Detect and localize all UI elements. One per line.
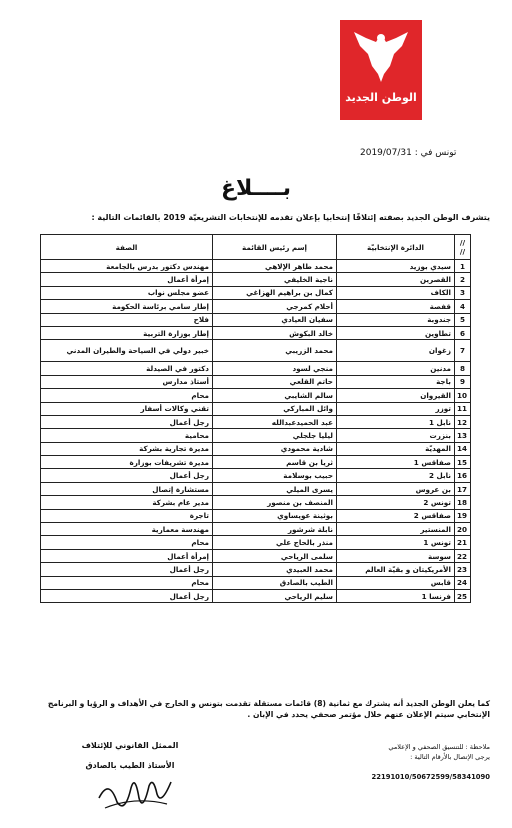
table-row [41, 273, 471, 286]
cell-number: 15 [455, 456, 471, 469]
cell-district: سيدي بوزيد [337, 260, 455, 273]
cell-role: خبير دولي في السياحة والطيران المدني [41, 340, 213, 362]
table-row [41, 456, 471, 469]
handwritten-signature [95, 768, 175, 816]
table-row [41, 549, 471, 562]
cell-district: تونس 2 [337, 496, 455, 509]
cell-number: 10 [455, 389, 471, 402]
cell-role: تاجرة [41, 509, 213, 522]
table-row [41, 589, 471, 602]
cell-district: بن عروس [337, 482, 455, 495]
cell-list-head: ثريا بن قاسم [213, 456, 337, 469]
intro-paragraph: يتشرف الوطن الجديد بصفته إئتلافًا إنتخابيا بإعلان تقدمه للإنتخابات التشريعيّة 2019 بالقائمات التالية : [91, 213, 490, 222]
cell-list-head: منجي لسود [213, 362, 337, 375]
cell-role: رجل أعمال [41, 589, 213, 602]
table-row [41, 523, 471, 536]
cell-list-head: ليليا جلجلي [213, 429, 337, 442]
footer-announcement: كما يعلن الوطن الجديد أنه يشترك مع ثمانية (8) قائمات مستقلة تقدمت بتونس و الخارج في الأهداف و الرؤيا و البرنامج الإنتخابي سيتم الإعلان عنهم خلال مؤتمر صحفي يحدد في الإبان . [47, 699, 490, 719]
cell-list-head: المنصف بن منصور [213, 496, 337, 509]
cell-number: 7 [455, 340, 471, 362]
cell-number: 21 [455, 536, 471, 549]
cell-list-head: الطيب بالصادق [213, 576, 337, 589]
cell-district: بنزرت [337, 429, 455, 442]
press-contact-note [330, 742, 490, 762]
table-row [41, 496, 471, 509]
cell-number: 16 [455, 469, 471, 482]
cell-list-head: نابلة شرشور [213, 523, 337, 536]
cell-role: إطار سامي برئاسة الحكومة [41, 300, 213, 313]
table-header-row [41, 235, 471, 260]
cell-list-head: حاتم القلعي [213, 375, 337, 388]
cell-list-head: يسرى الميلي [213, 482, 337, 495]
cell-list-head: منذر بالحاج علي [213, 536, 337, 549]
cell-number: 8 [455, 362, 471, 375]
table-row [41, 375, 471, 388]
cell-role: دكتور في الصيدلة [41, 362, 213, 375]
signer-role: الممثل القانوني للإئتلاف [81, 741, 179, 750]
cell-list-head: بوثينة عويساوي [213, 509, 337, 522]
cell-district: باجة [337, 375, 455, 388]
cell-list-head: سليم الرياحي [213, 589, 337, 602]
table-row [41, 415, 471, 428]
document-date: تونس في : 2019/07/31 [360, 148, 457, 158]
cell-district: مدنين [337, 362, 455, 375]
cell-number: 23 [455, 563, 471, 576]
table-row [41, 326, 471, 339]
cell-district: القصرين [337, 273, 455, 286]
cell-role: محام [41, 576, 213, 589]
table-row [41, 286, 471, 299]
cell-number: 24 [455, 576, 471, 589]
phone-numbers: 22191010/50672599/58341090 [371, 773, 490, 781]
cell-list-head: سفيان العيادي [213, 313, 337, 326]
cell-list-head: خالد البكوش [213, 326, 337, 339]
cell-number: 2 [455, 273, 471, 286]
cell-role: أستاذ مدارس [41, 375, 213, 388]
table-row [41, 576, 471, 589]
cell-list-head: محمد طاهر الإلاهي [213, 260, 337, 273]
table-row [41, 313, 471, 326]
table-row [41, 442, 471, 455]
note-line-1: ملاحظة : للتنسيق الصحفي و الإعلامي [388, 743, 490, 751]
cell-number: 5 [455, 313, 471, 326]
table-row [41, 536, 471, 549]
table-row [41, 340, 471, 362]
cell-district: تونس 1 [337, 536, 455, 549]
signer-name: الأستاذ الطيب بالصادق [85, 761, 175, 770]
cell-list-head: عبد الحميدعبدالله [213, 415, 337, 428]
cell-district: توزر [337, 402, 455, 415]
cell-role: محام [41, 536, 213, 549]
cell-list-head: حبيب بوسلامة [213, 469, 337, 482]
cell-district: قابس [337, 576, 455, 589]
header-list-head: إسم رئيس القائمة [213, 235, 337, 260]
table-row [41, 469, 471, 482]
cell-number: 9 [455, 375, 471, 388]
table-row [41, 260, 471, 273]
table-row [41, 300, 471, 313]
cell-role: فلاح [41, 313, 213, 326]
cell-role: إمرأة أعمال [41, 549, 213, 562]
cell-district: قفصة [337, 300, 455, 313]
cell-list-head: محمد الزريبي [213, 340, 337, 362]
cell-role: مهندسة معمارية [41, 523, 213, 536]
cell-district: المنستير [337, 523, 455, 536]
cell-number: 20 [455, 523, 471, 536]
table-row [41, 563, 471, 576]
cell-list-head: محمد العبيدي [213, 563, 337, 576]
cell-role: مدير عام بشركة [41, 496, 213, 509]
cell-district: جندوبة [337, 313, 455, 326]
cell-role: مديرة تجارية بشركة [41, 442, 213, 455]
cell-list-head: سلمى الرياحي [213, 549, 337, 562]
logo-text: الوطن الجديد [345, 91, 417, 104]
table-row [41, 402, 471, 415]
cell-list-head: وائل المباركي [213, 402, 337, 415]
note-line-2: يرجى الإتصال بالأرقام التالية : [410, 753, 490, 761]
cell-list-head: سالم الشايبي [213, 389, 337, 402]
cell-role: محامية [41, 429, 213, 442]
cell-district: صفاقس 1 [337, 456, 455, 469]
table-row [41, 362, 471, 375]
cell-number: 13 [455, 429, 471, 442]
cell-number: 17 [455, 482, 471, 495]
table-row [41, 429, 471, 442]
cell-role: رجل أعمال [41, 415, 213, 428]
cell-district: المهديّة [337, 442, 455, 455]
candidate-lists-table [40, 234, 471, 603]
cell-number: 6 [455, 326, 471, 339]
cell-district: فرنسا 1 [337, 589, 455, 602]
cell-district: صفاقس 2 [337, 509, 455, 522]
cell-role: مديرة تشريفات بوزارة [41, 456, 213, 469]
cell-number: 14 [455, 442, 471, 455]
cell-number: 18 [455, 496, 471, 509]
cell-number: 25 [455, 589, 471, 602]
cell-district: سوسة [337, 549, 455, 562]
header-district: الدائرة الإنتخابيّة [337, 235, 455, 260]
cell-list-head: شادية محمودي [213, 442, 337, 455]
table-row [41, 509, 471, 522]
cell-number: 4 [455, 300, 471, 313]
cell-district: زغوان [337, 340, 455, 362]
header-num: // // [455, 235, 471, 260]
cell-role: عضو مجلس نواب [41, 286, 213, 299]
cell-role: رجل أعمال [41, 563, 213, 576]
cell-district: الكاف [337, 286, 455, 299]
cell-district: الأمريكيتان و بقيّة العالم [337, 563, 455, 576]
cell-role: رجل أعمال [41, 469, 213, 482]
cell-number: 11 [455, 402, 471, 415]
cell-number: 19 [455, 509, 471, 522]
cell-role: مهندس دكتور بدرس بالجامعة [41, 260, 213, 273]
cell-role: تقني وكالات أسفار [41, 402, 213, 415]
cell-list-head: كمال بن براهيم الهزاغي [213, 286, 337, 299]
cell-district: القيروان [337, 389, 455, 402]
cell-role: مستشارة إتصال [41, 482, 213, 495]
cell-number: 3 [455, 286, 471, 299]
cell-list-head: أحلام كمرجي [213, 300, 337, 313]
header-role: الصفة [41, 235, 213, 260]
cell-role: إطار بوزارة التربية [41, 326, 213, 339]
table-row [41, 389, 471, 402]
cell-number: 22 [455, 549, 471, 562]
cell-district: نابل 1 [337, 415, 455, 428]
cell-number: 12 [455, 415, 471, 428]
cell-role: إمرأة أعمال [41, 273, 213, 286]
page-title: بــــلاغ [220, 176, 292, 201]
cell-district: نابل 2 [337, 469, 455, 482]
cell-role: محام [41, 389, 213, 402]
table-row [41, 482, 471, 495]
cell-number: 1 [455, 260, 471, 273]
cell-list-head: ناجية الخليفي [213, 273, 337, 286]
eagle-icon [350, 26, 412, 88]
party-logo [340, 20, 422, 120]
cell-district: تطاوين [337, 326, 455, 339]
